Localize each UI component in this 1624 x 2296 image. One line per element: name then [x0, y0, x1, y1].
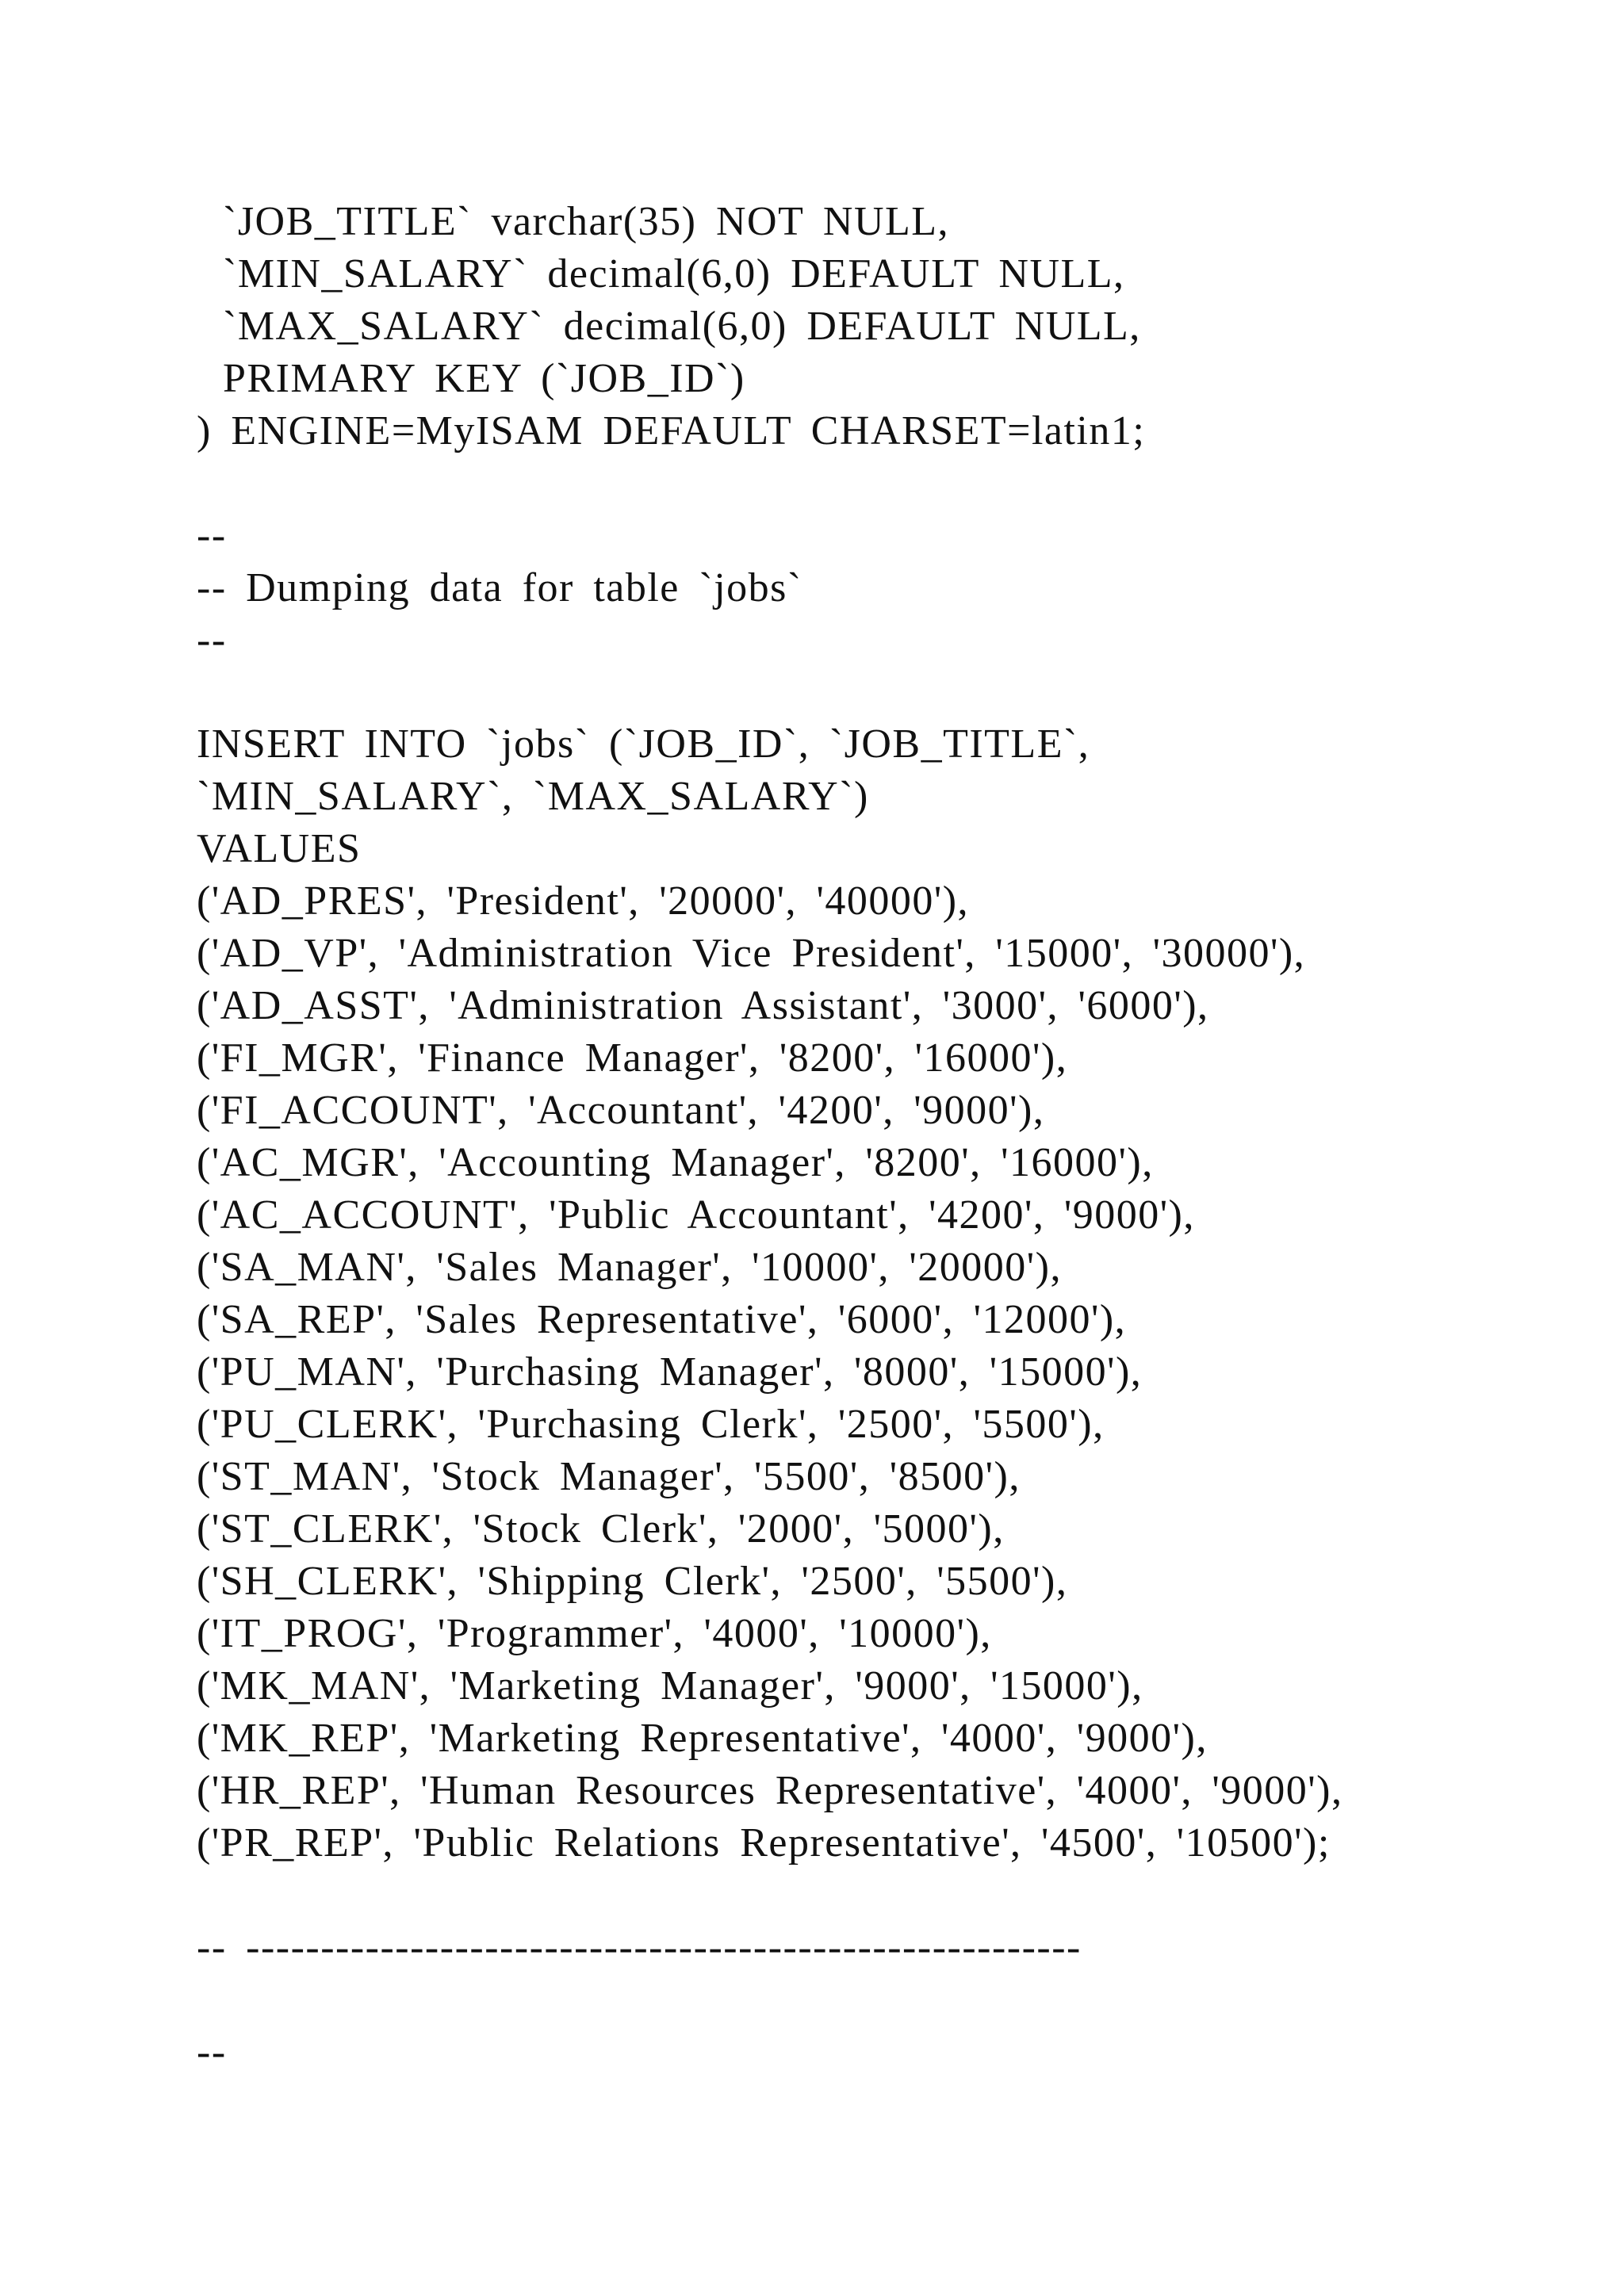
- code-line-job-title: `JOB_TITLE` varchar(35) NOT NULL,: [223, 199, 950, 244]
- values-row: ('SA_REP', 'Sales Representative', '6000', '12000'),: [197, 1297, 1127, 1342]
- separator-comment: -- --------------------------------------------------------: [197, 1925, 1082, 1970]
- values-row: ('AD_PRES', 'President', '20000', '40000'),: [197, 878, 970, 924]
- code-line-engine: ) ENGINE=MyISAM DEFAULT CHARSET=latin1;: [197, 408, 1146, 453]
- values-row: ('SA_MAN', 'Sales Manager', '10000', '20000'),: [197, 1245, 1062, 1290]
- code-line-primary-key: PRIMARY KEY (`JOB_ID`): [223, 356, 745, 401]
- insert-line-2: `MIN_SALARY`, `MAX_SALARY`): [197, 774, 869, 819]
- values-row: ('IT_PROG', 'Programmer', '4000', '10000'),: [197, 1611, 992, 1656]
- values-row: ('MK_REP', 'Marketing Representative', '4000', '9000'),: [197, 1716, 1208, 1761]
- values-row: ('HR_REP', 'Human Resources Representative', '4000', '9000'),: [197, 1768, 1343, 1813]
- values-row: ('AD_VP', 'Administration Vice President', '15000', '30000'),: [197, 931, 1306, 976]
- values-row: ('AD_ASST', 'Administration Assistant', '3000', '6000'),: [197, 983, 1209, 1028]
- sql-comment-line: --: [197, 618, 227, 663]
- values-row: ('PR_REP', 'Public Relations Representative', '4500', '10500');: [197, 1820, 1331, 1866]
- values-row: ('AC_ACCOUNT', 'Public Accountant', '4200', '9000'),: [197, 1192, 1195, 1238]
- insert-values-keyword: VALUES: [197, 826, 362, 871]
- sql-comment-line: --: [197, 513, 227, 558]
- values-row: ('ST_CLERK', 'Stock Clerk', '2000', '5000'),: [197, 1506, 1005, 1552]
- code-line-max-salary: `MAX_SALARY` decimal(6,0) DEFAULT NULL,: [223, 304, 1141, 349]
- values-row: ('SH_CLERK', 'Shipping Clerk', '2500', '5500'),: [197, 1559, 1068, 1604]
- values-row: ('ST_MAN', 'Stock Manager', '5500', '8500'),: [197, 1454, 1021, 1499]
- insert-line-1: INSERT INTO `jobs` (`JOB_ID`, `JOB_TITLE`,: [197, 721, 1090, 767]
- code-line-min-salary: `MIN_SALARY` decimal(6,0) DEFAULT NULL,: [223, 251, 1125, 297]
- values-row: ('PU_MAN', 'Purchasing Manager', '8000', '15000'),: [197, 1349, 1143, 1395]
- sql-comment-dumping-data: -- Dumping data for table `jobs`: [197, 565, 802, 610]
- trailing-comment: --: [197, 2030, 227, 2075]
- values-row: ('FI_ACCOUNT', 'Accountant', '4200', '9000'),: [197, 1088, 1045, 1133]
- values-row: ('FI_MGR', 'Finance Manager', '8200', '16000'),: [197, 1035, 1068, 1081]
- values-row: ('AC_MGR', 'Accounting Manager', '8200', '16000'),: [197, 1140, 1154, 1185]
- values-row: ('MK_MAN', 'Marketing Manager', '9000', '15000'),: [197, 1663, 1143, 1709]
- values-row: ('PU_CLERK', 'Purchasing Clerk', '2500', '5500'),: [197, 1402, 1105, 1447]
